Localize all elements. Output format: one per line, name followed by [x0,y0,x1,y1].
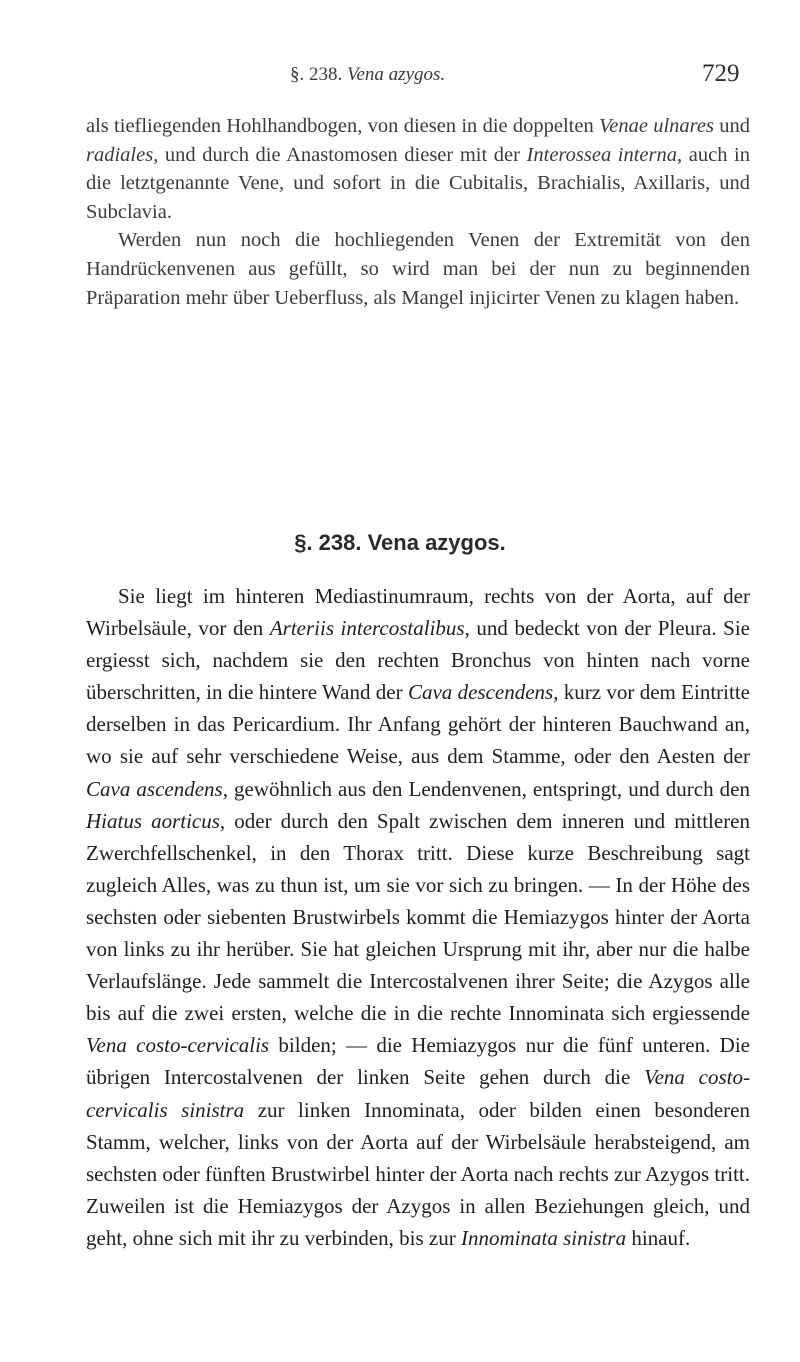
paragraph-vena-azygos [86,580,750,1254]
italic-term: Arteriis intercostalibus [269,616,465,641]
page-number: 729 [702,60,740,87]
continued-text-block [86,112,750,312]
running-head-section: §. 238. [290,64,343,85]
text-run: , gewöhnlich aus den Lendenvenen, entspringt, und durch den [222,776,750,801]
italic-term: radiales [86,143,154,166]
running-head [0,60,800,90]
paragraph-werden: Werden nun noch die hochliegenden Venen der Extremität von den Handrückenvenen aus gefüllt, so wird man bei der nun zu beginnenden Präparation mehr über Ueberfluss, als Mangel injicirter Venen zu klagen haben. [86,229,750,309]
text-run: hinauf. [626,1225,691,1250]
text-run: , und bedeckt von der Pleura. Sie ergiesst sich, nachdem sie den rechten Bronchus von hinten nach vorne überschritten, in die hintere Wand der [86,616,750,705]
italic-term: Innominata sinistra [461,1225,627,1250]
text-run: , und durch die Anastomosen dieser mit der [153,143,527,166]
running-head-title-text: Vena azygos. [347,64,446,85]
text-run: bilden; — die Hemiazygos nur die fünf unteren. Die übrigen Intercostalvenen der linken Seite gehen durch die [86,1033,751,1090]
running-head-title [290,64,445,86]
text-run: , oder durch den Spalt zwischen dem inneren und mittleren Zwerchfellschenkel, in den Thorax tritt. Diese kurze Beschreibung sagt zugleich Alles, was zu thun ist, um sie vor sich zu bringen. — In der Höhe des sechsten oder siebenten Brustwirbels kommt die Hemiazygos hinter der Aorta von links zu ihr herüber. Sie hat gleichen Ursprung mit ihr, aber nur die halbe Verlaufslänge. Jede sammelt die Intercostalvenen ihrer Seite; die Azygos alle bis auf die zwei ersten, welche die in die rechte Innominata sich ergiessende [86,808,751,1026]
text-run: , auch in die letztgenannte Vene, und sofort in die Cubitalis, Brachialis, Axillaris, und Subclavia. [86,143,750,223]
text-run: zur linken Innominata, oder bilden einen besonderen Stamm, welcher, links von der Aorta auf der Wirbelsäule herabsteigend, am sechsten oder fünften Brustwirbel hinter der Aorta nach rechts zur Azygos tritt. Zuweilen ist die Hemiazygos der Azygos in allen Beziehungen gleich, und geht, ohne sich mit ihr zu verbinden, bis zur [86,1097,750,1250]
italic-term: Vena costo-cervicalis [86,1033,270,1058]
text-run: , kurz vor dem Eintritte derselben in das Pericardium. Ihr Anfang gehört der hinteren Bauchwand an, wo sie auf sehr verschiedene Weise, aus dem Stamme, oder den Aesten der [86,680,750,769]
text-run: als tiefliegenden Hohlhandbogen, von diesen in die doppelten [86,115,599,137]
paragraph-continued [86,112,750,226]
text-run: und [713,115,750,137]
italic-term: Cava ascendens [86,776,223,801]
italic-term: Cava descendens [407,680,554,705]
italic-term: Hiatus aorticus [86,808,220,833]
text-run: Sie liegt im hinteren Mediastinumraum, rechts von der Aorta, auf der Wirbelsäule, vor den [86,584,750,641]
section-heading: §. 238. Vena azygos. [294,530,506,555]
italic-term: Venae ulnares [599,115,714,137]
italic-term: Interossea interna [526,143,678,166]
italic-term: Vena costo-cervicalis sinistra [86,1065,750,1122]
